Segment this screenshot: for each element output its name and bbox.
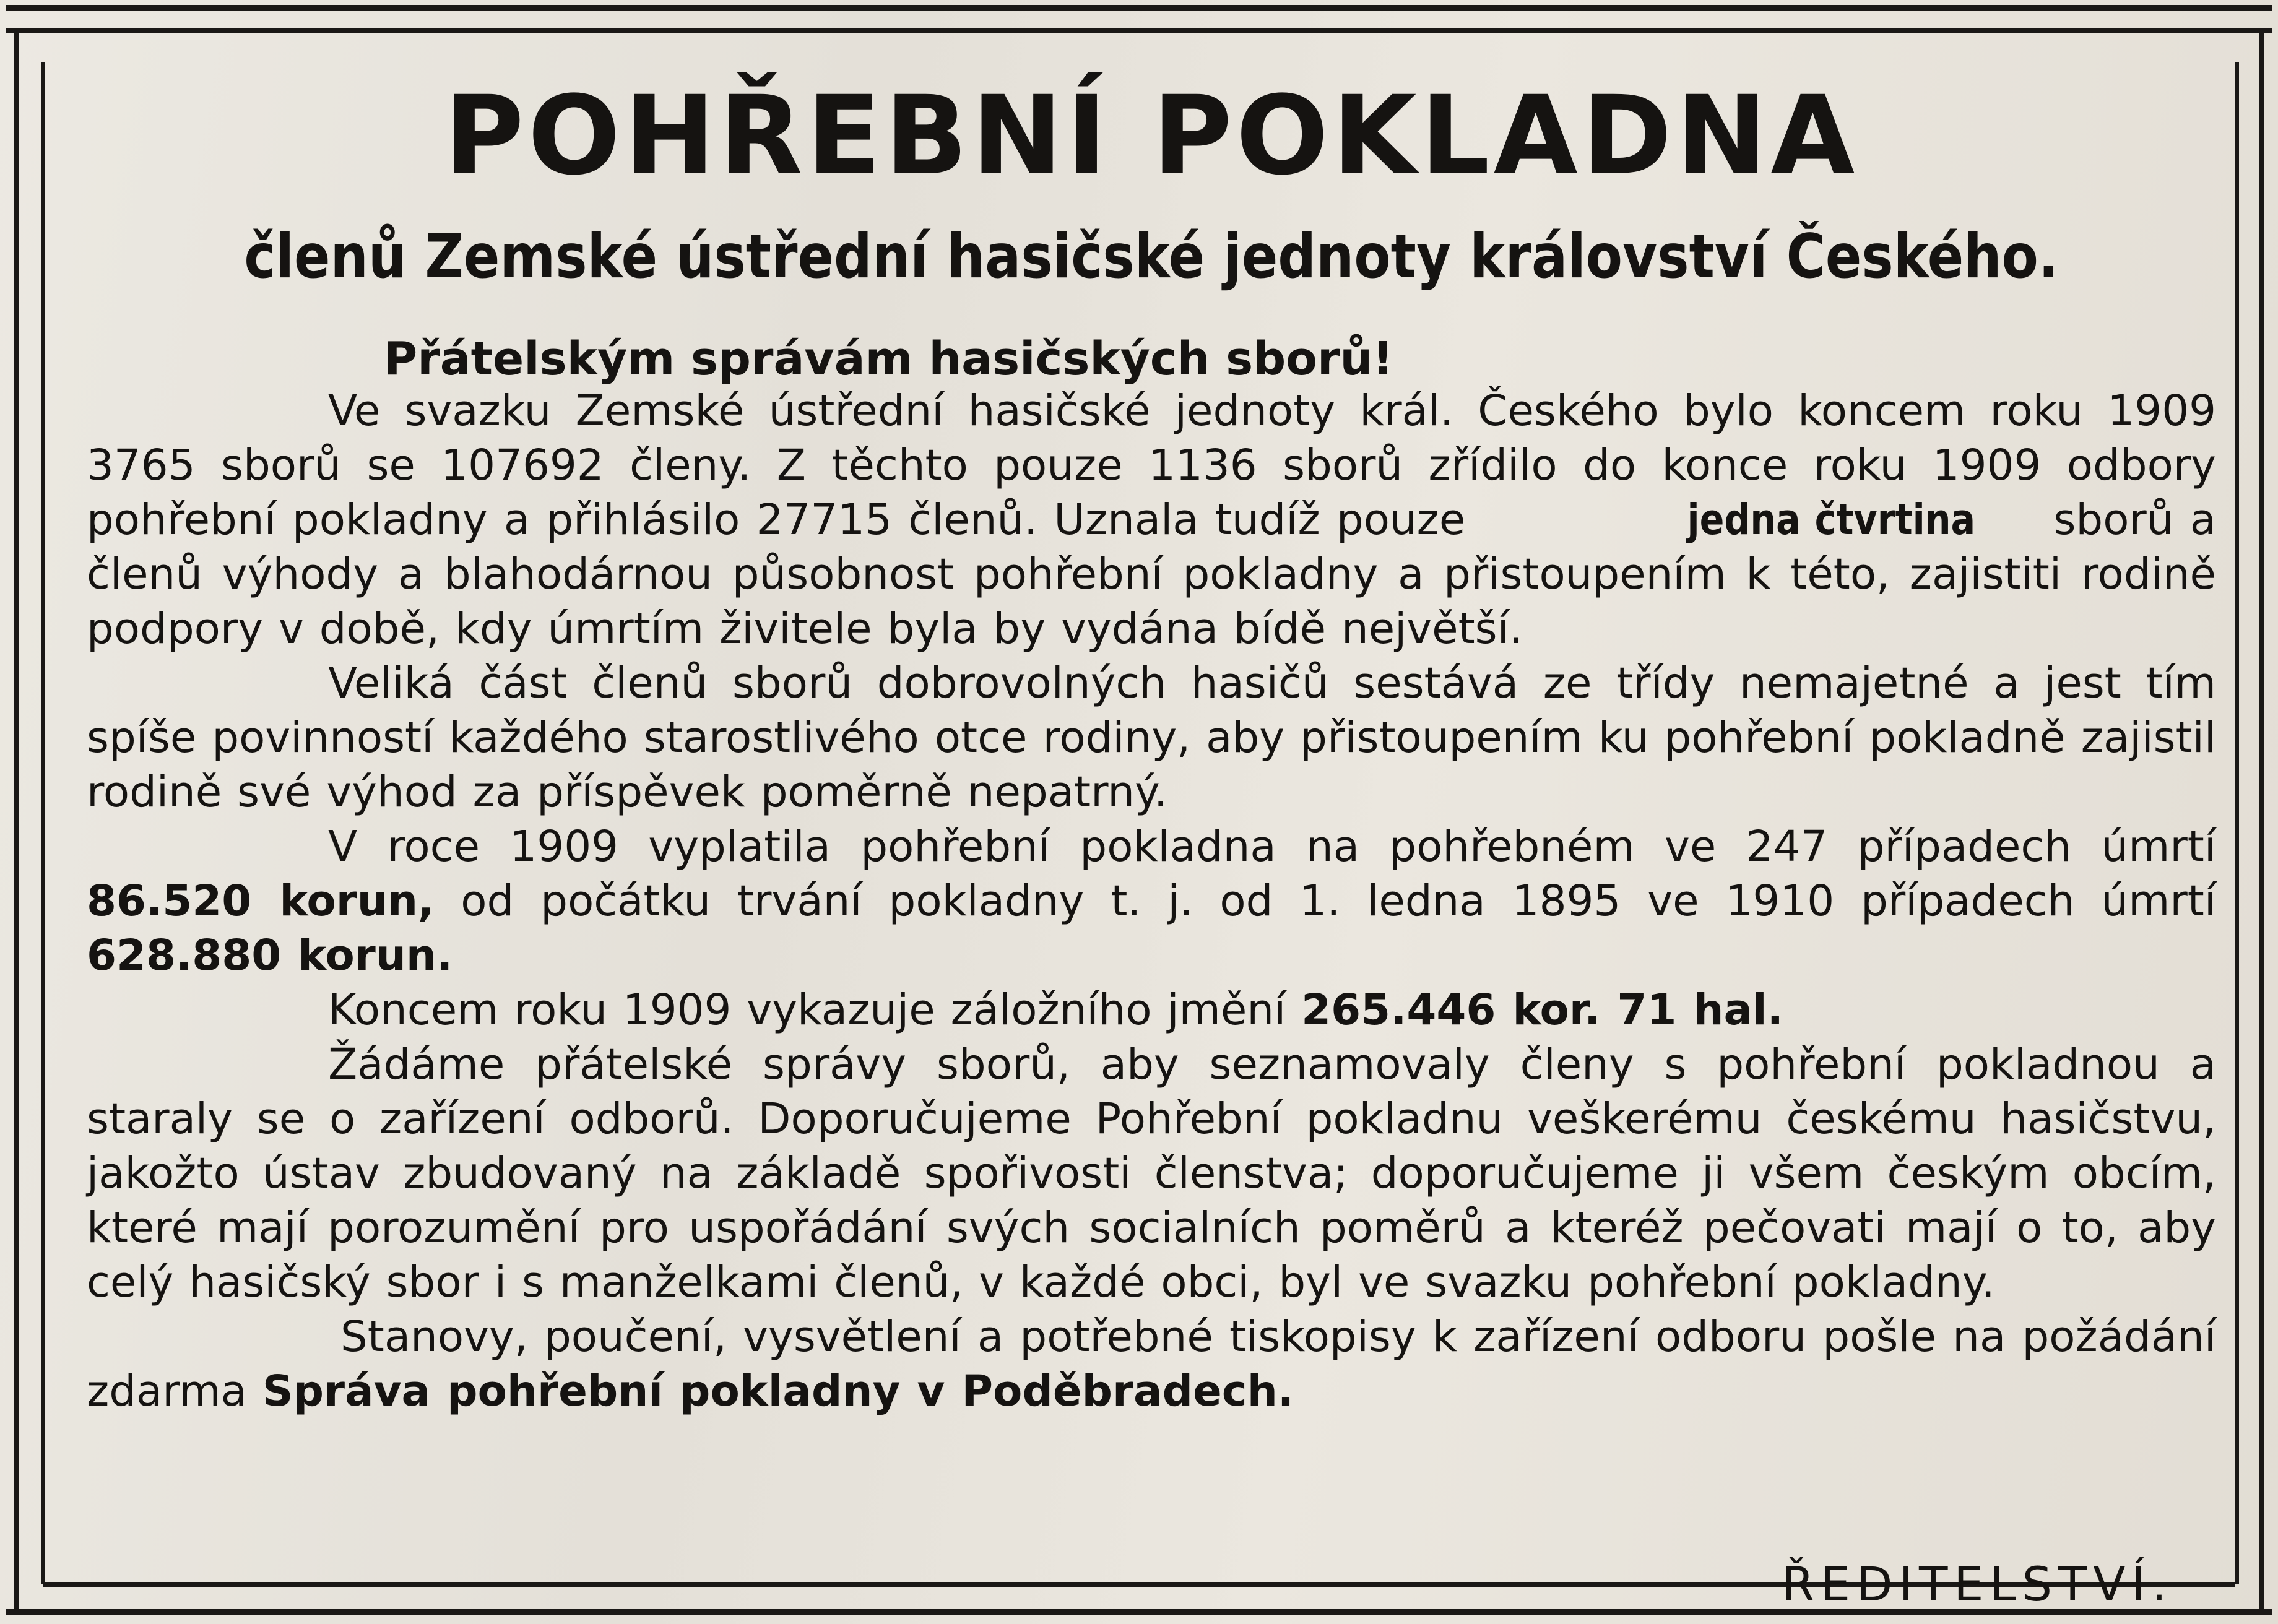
paragraph-duty: Veliká část členů sborů dobrovolných hasičů sestává ze třídy nemajetné a jest tím spíše povinností každého starostlivého otce rodiny, aby přistoupením ku pohřební pokladně zajistil rodině své výhod za příspěvek poměrně nepatrný. (87, 659, 2216, 817)
headline: POHŘEBNÍ POKLADNA (444, 72, 1859, 199)
paragraph-contact (87, 1310, 2216, 1419)
paragraph-text: sborů a členů výhody a blahodárnou působnost pohřební pokladny a přistoupením k této, zajistiti rodině podpory v době, kdy úmrtím živitele byla by vydána bídě největší. (87, 495, 2216, 654)
paragraph-text: Koncem roku 1909 vykazuje záložního jmění (328, 985, 1302, 1035)
emphasis-text: jedna čtvrtina (1687, 495, 1975, 545)
amount-1909: 86.520 korun, (87, 876, 435, 926)
paragraph-text: od počátku trvání pokladny t. j. od 1. ledna 1895 ve 1910 případech úmrtí (434, 876, 2216, 926)
signature: ŘEDITELSTVÍ. (1782, 1557, 2173, 1612)
paragraph-text: Stanovy, poučení, vysvětlení a potřebné tiskopisy k zařízení odboru pošle na požádání zdarma (87, 1312, 2216, 1416)
subheadline: členů Zemské ústřední hasičské jednoty království Českého. (244, 222, 2059, 292)
paragraph-reserve (87, 983, 2216, 1037)
frame-top-inner-rule (6, 28, 2272, 33)
advertisement (87, 37, 2216, 1612)
frame-top-rule (6, 5, 2272, 11)
paragraph-payouts (87, 819, 2216, 983)
amount-reserve: 265.446 kor. 71 hal. (1301, 985, 1783, 1035)
frame-right-inner-rule (2235, 62, 2239, 1584)
article-body (87, 384, 2216, 1419)
frame-left-inner-rule (41, 62, 45, 1584)
paragraph-membership (87, 384, 2216, 656)
salutation: Přátelským správám hasičských sborů! (384, 332, 1393, 386)
paragraph-request: Žádáme přátelské správy sborů, aby seznamovaly členy s pohřební pokladnou a staraly se o zařízení odborů. Doporučujeme Pohřební pokladnu veškerému českému hasičstvu, jakožto ústav zbudovaný na základě spořivosti členstva; doporučujeme ji všem českým obcím, které mají porozumění pro uspořádání svých socialních poměrů a kteréž pečovati mají o to, aby celý hasičský sbor i s manželkami členů, v každé obci, byl ve svazku pohřební pokladny. (87, 1040, 2216, 1307)
amount-total: 628.880 korun. (87, 931, 453, 980)
frame-left-outer-rule (14, 31, 19, 1615)
paragraph-text: Ve svazku Zemské ústřední hasičské jednoty král. Českého bylo koncem roku 1909 3765 sborů se 107692 členy. Z těchto pouze 1136 sborů zřídilo do konce roku 1909 odbory pohřební pokladny a přihlásilo 27715 členů. Uznala tudíž pouze (87, 386, 2216, 545)
paragraph-text: V roce 1909 vyplatila pohřební pokladna na pohřebném ve 247 případech úmrtí (328, 822, 2216, 871)
frame-right-outer-rule (2259, 31, 2264, 1615)
administration-name: Správa pohřební pokladny v Poděbradech. (262, 1367, 1294, 1416)
